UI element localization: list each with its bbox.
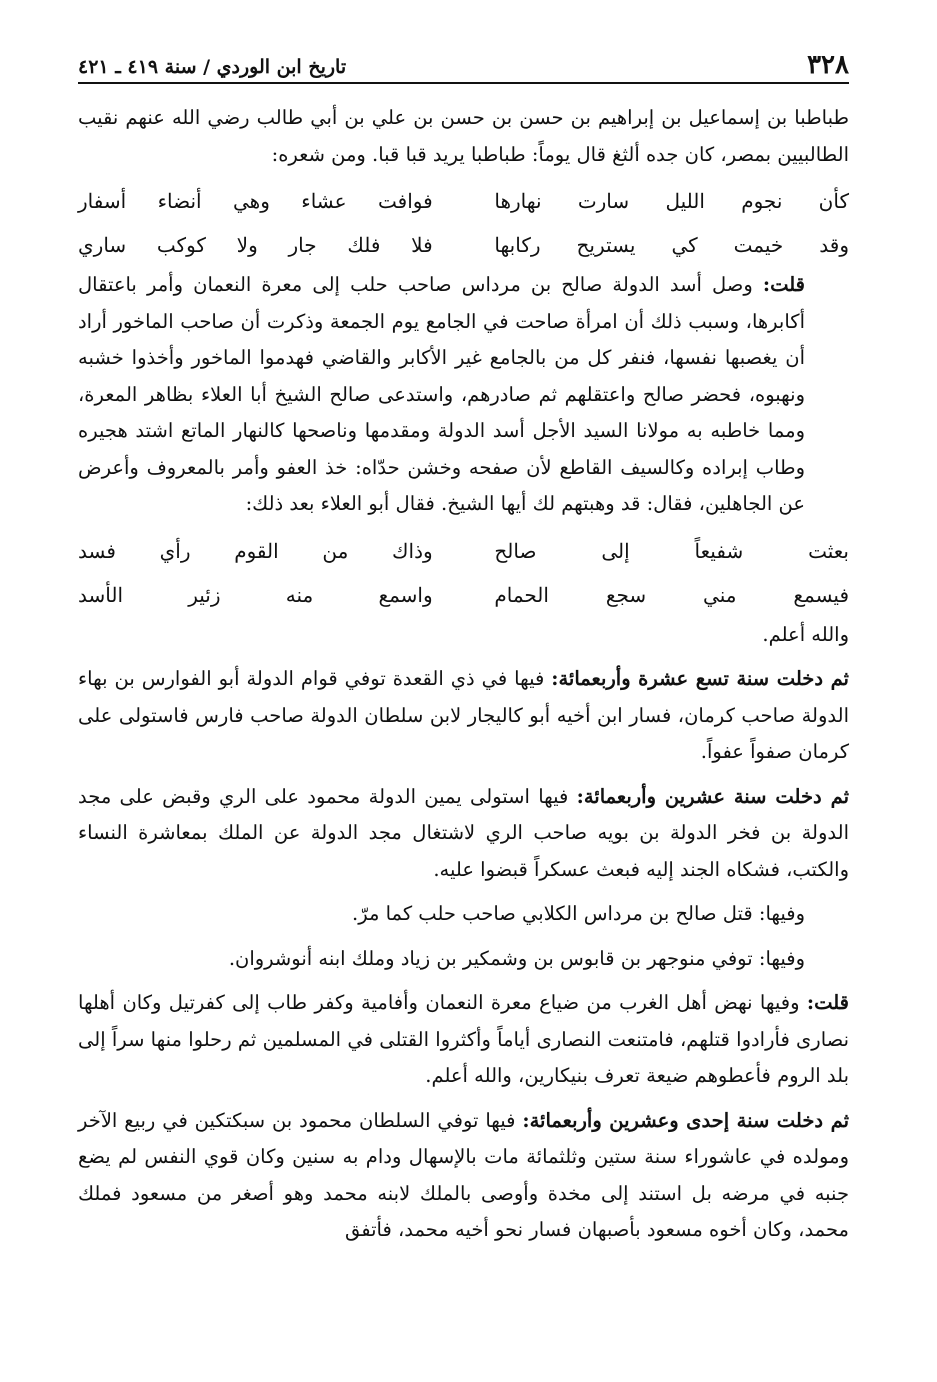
- paragraph-7: [78, 985, 849, 1095]
- paragraph-2: [78, 267, 849, 523]
- poem-2: [78, 529, 849, 617]
- verse-second-hemistich: وذاك من القوم رأي فسد: [78, 538, 433, 563]
- page-header: [78, 52, 849, 84]
- paragraph-1: طباطبا بن إسماعيل بن إبراهيم بن حسن بن حسن بن علي بن أبي طالب رضي الله عنهم نقيب الطالبيين بمصر، كان جده ألثغ قال يوماً: طباطبا يريد قبا قبا. ومن شعره:: [78, 106, 849, 166]
- verse-line: [78, 573, 849, 617]
- verse-first-hemistich: وقد خيمت كي يستريح ركابها: [494, 233, 849, 257]
- paragraph-text: وصل أسد الدولة صالح بن مرداس صاحب حلب إلى معرة النعمان وأمر باعتقال أكابرها، وسبب ذلك أن امرأة صاحت في الجامع يوم الجمعة وذكرت أن صاحب الماخور أراد أن يغصبها نفسها، فنفر كل من بالجامع غير الأكابر والقاضي فهدموا الماخور وأخذوا خشبه ونهبوه، فحضر صالح واعتقلهم ثم صادرهم، واستدعى صالح الشيخ أبا العلاء بظاهر المعرة، ومما خاطبه به مولانا السيد الأجل أسد الدولة ومقدمها وناصحها كالنهار الماتع اشتد هجيره وطاب إبراده وكالسيف القاطع لأن صفحه وخشن حدّاه: خذ العفو وأمر بالمعروف وأعرض عن الجاهلين، فقال: قد وهبتهم لك أيها الشيخ. فقال أبو العلاء بعد ذلك:: [78, 273, 805, 515]
- closing-phrase: والله أعلم.: [762, 622, 849, 646]
- page-number: ٣٢٨: [807, 50, 849, 80]
- paragraph-text: فيها توفي السلطان محمود بن سبكتكين في ربيع الآخر ومولده في عاشوراء سنة ستين وثلثمائة مات بالإسهال ودام به سنين وكان قوي النفس لم يضع جنبه في مرضه بل استند إلى مخدة وأوصى بالملك لابنه محمد وهو أصغر من مسعود فملك محمد، وكان أخوه مسعود بأصبهان فسار نحو أخيه محمد، فأتفق: [78, 1108, 849, 1241]
- poem-1: [78, 179, 849, 267]
- verse-line: [78, 223, 849, 267]
- year-heading: ثم دخلت سنة تسع عشرة وأربعمائة:: [551, 667, 849, 690]
- verse-second-hemistich: واسمع منه زئير الأسد: [78, 582, 433, 607]
- running-title: تاريخ ابن الوردي / سنة ٤١٩ ـ ٤٢١: [78, 56, 347, 78]
- paragraph-3: [78, 661, 849, 771]
- verse-first-hemistich: كأن نجوم الليل سارت نهارها: [494, 189, 849, 213]
- paragraph-text: فيها في ذي القعدة توفي قوام الدولة أبو الفوارس بن بهاء الدولة صاحب كرمان، فسار ابن أخيه أبو كاليجار لابن سلطان الدولة صاحب فارس فاستولى على كرمان صفواً عفواً.: [78, 667, 849, 763]
- paragraph-8: [78, 1103, 849, 1249]
- paragraph-lead: قلت:: [762, 273, 805, 296]
- paragraph-text: وفيها نهض أهل الغرب من ضياع معرة النعمان وأفامية وكفر طاب إلى كفرتيل وكان أهلها نصارى فأرادوا قتلهم، فامتنعت النصارى أياماً وأكثروا القتلى في المسلمين ثم رحلوا منها سراً إلى بلد الروم فأعطوهم ضيعة تعرف بنيكارين، والله أعلم.: [78, 991, 849, 1087]
- verse-first-hemistich: فيسمع مني سجع الحمام: [494, 582, 849, 607]
- paragraph-text: فيها استولى يمين الدولة محمود على الري وقبض على مجد الدولة بن فخر الدولة بن بويه صاحب الري لاشتغال مجد الدولة عن الملك بمعاشرة النساء والكتب، فشكاه الجند إليه فبعث عسكراً قبضوا عليه.: [78, 784, 849, 881]
- verse-line: [78, 529, 849, 573]
- year-heading: ثم دخلت سنة إحدى وعشرين وأربعمائة:: [522, 1108, 849, 1132]
- paragraph-4: [78, 779, 849, 889]
- year-heading: ثم دخلت سنة عشرين وأربعمائة:: [576, 784, 850, 808]
- paragraph-6: وفيها: توفي منوجهر بن قابوس بن وشمكير بن زياد وملك ابنه أنوشروان.: [228, 946, 805, 970]
- verse-second-hemistich: فوافت عشاء وهي أنضاء أسفار: [78, 189, 433, 213]
- verse-line: [78, 179, 849, 223]
- paragraph-5: وفيها: قتل صالح بن مرداس الكلابي صاحب حلب كما مرّ.: [352, 902, 805, 925]
- paragraph-lead: قلت:: [806, 991, 849, 1014]
- verse-second-hemistich: فلا فلك جار ولا كوكب ساري: [78, 233, 433, 257]
- verse-first-hemistich: بعثت شفيعاً إلى صالح: [494, 538, 849, 563]
